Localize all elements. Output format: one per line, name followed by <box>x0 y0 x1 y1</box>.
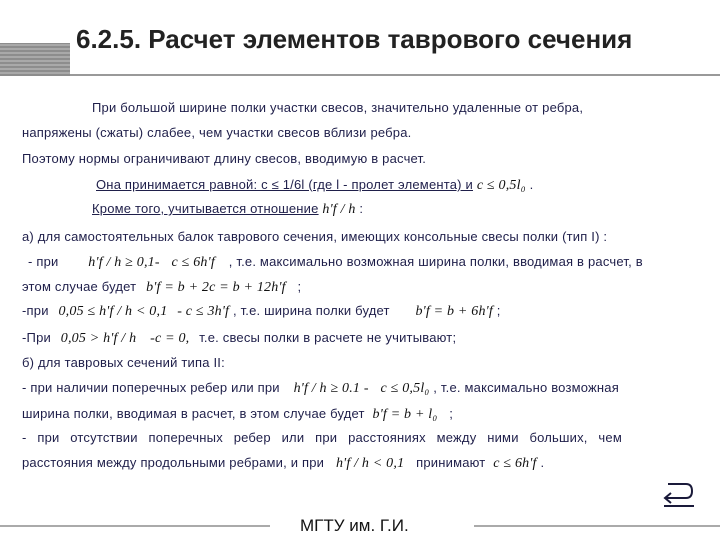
paragraph-line-9 <box>22 303 501 320</box>
text: - при наличии поперечных ребер или при <box>22 380 280 395</box>
paragraph-line-3: Поэтому нормы ограничивают длину свесов, вводимую в расчет. <box>22 151 427 166</box>
return-arrow-icon[interactable] <box>660 478 696 508</box>
text: этом случае будет <box>22 279 137 294</box>
text: - при <box>28 254 59 269</box>
title-decoration <box>0 43 70 76</box>
formula-bf-12h: b'f = b + 2c = b + 12h'f <box>146 280 286 295</box>
formula-bf-6h: b'f = b + 6h'f <box>415 304 493 319</box>
text: , т.е. максимально возможная <box>433 380 619 395</box>
paragraph-line-6: а) для самостоятельных балок таврового сечения, имеющих консольные свесы полки (тип I) : <box>22 229 608 244</box>
formula-c-half-l0: c ≤ 0,5l₀ <box>380 381 430 396</box>
paragraph-line-11: б) для тавровых сечений типа II: <box>22 355 225 370</box>
text: -при <box>22 303 49 318</box>
formula-c-limit: c ≤ 0,5l₀ <box>476 178 526 193</box>
formula-bf-l0: b'f = b + l₀ <box>372 407 438 422</box>
formula-ratio-small: 0,05 > h'f / h <box>60 331 137 346</box>
formula-c-zero: -c = 0, <box>150 331 190 346</box>
text: -При <box>22 330 51 345</box>
footer-rule-left <box>0 525 270 527</box>
text: принимают <box>416 455 486 470</box>
text: , т.е. ширина полки будет <box>232 303 390 318</box>
text: ; <box>297 279 302 294</box>
formula-ratio-less: h'f / h < 0,1 <box>335 456 405 471</box>
paragraph-line-13 <box>22 406 453 423</box>
paragraph-line-2: напряжены (сжаты) слабее, чем участки свесов вблизи ребра. <box>22 125 412 140</box>
formula-c-3h: - c ≤ 3h'f <box>177 304 230 319</box>
text: ; <box>496 303 501 318</box>
paragraph-line-14: - при отсутствии поперечных ребер или при расстояниях между ними больших, чем <box>22 430 622 445</box>
formula-ratio-condition: h'f / h ≥ 0,1- <box>88 255 160 270</box>
formula-ratio: h'f / h <box>322 202 356 217</box>
text: ; <box>449 406 454 421</box>
text: т.е. свесы полки в расчете не учитывают; <box>199 330 457 345</box>
text: расстояния между продольными ребрами, и при <box>22 455 325 470</box>
paragraph-line-10 <box>22 330 456 347</box>
limit-text: Она принимается равной: c ≤ 1/6l (где l - пролет элемента) и <box>96 177 473 192</box>
ratio-text: Кроме того, учитывается отношение <box>92 201 319 216</box>
text: ширина полки, вводимая в расчет, в этом случае будет <box>22 406 365 421</box>
title-underline <box>70 74 720 76</box>
footer-text: МГТУ им. Г.И. <box>300 516 409 535</box>
formula-ratio-condition-2: h'f / h ≥ 0.1 - <box>293 381 369 396</box>
formula-ratio-range: 0,05 ≤ h'f / h < 0,1 <box>58 304 168 319</box>
formula-c-6h-2: c ≤ 6h'f <box>493 456 537 471</box>
text: , т.е. максимально возможная ширина полки, вводимая в расчет, в <box>228 254 643 269</box>
slide-title: 6.2.5. Расчет элементов таврового сечения <box>76 24 633 54</box>
title-bar <box>0 0 720 80</box>
footer-rule-right <box>474 525 720 527</box>
paragraph-line-5 <box>92 201 363 218</box>
paragraph-line-7 <box>28 254 643 271</box>
punctuation: . <box>529 177 534 192</box>
paragraph-line-8 <box>22 279 301 296</box>
punctuation: : <box>359 201 364 216</box>
formula-c-6h: c ≤ 6h'f <box>171 255 215 270</box>
paragraph-line-12 <box>22 380 619 397</box>
paragraph-line-1: При большой ширине полки участки свесов, значительно удаленные от ребра, <box>92 100 584 115</box>
paragraph-line-15 <box>22 455 544 472</box>
paragraph-line-4 <box>96 177 533 194</box>
text: . <box>540 455 545 470</box>
